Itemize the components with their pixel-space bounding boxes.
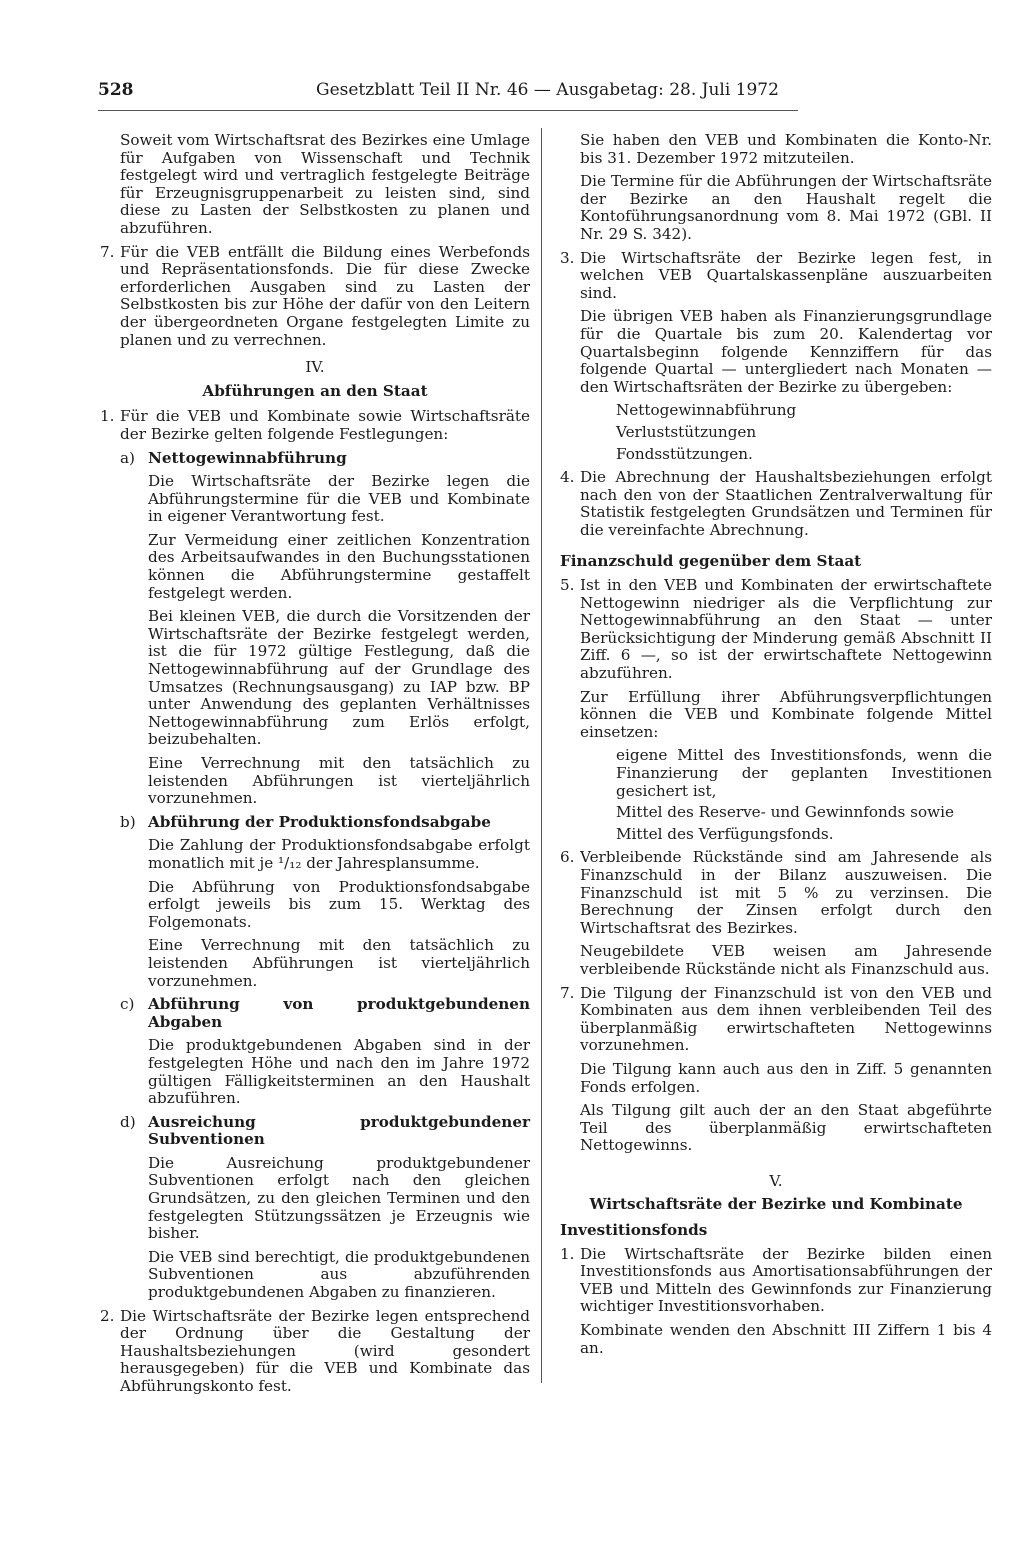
paragraph: Eine Verrechnung mit den tatsächlich zu leistenden Abführungen ist vierteljährlich vorzunehmen. — [148, 936, 530, 990]
paragraph: Kombinate wenden den Abschnitt III Ziffern 1 bis 4 an. — [580, 1321, 992, 1357]
item-number: 4. — [560, 468, 575, 487]
list-item-7 — [100, 244, 530, 350]
subheading-investitionsfonds: Investitionsfonds — [560, 1221, 708, 1240]
paragraph: Die übrigen VEB haben als Finanzierungsgrundlage für die Quartale bis zum 20. Kalendertag vor Quartalsbeginn folgende Kennziffern für das folgende Quartal — untergliedert nach Monaten — den Wirtschaftsräten der Bezirke zu übergeben: — [580, 307, 992, 396]
paragraph: Die VEB sind berechtigt, die produktgebundenen Subventionen aus abzuführenden produktgebundenen Abgaben zu finanzieren. — [148, 1247, 530, 1302]
list-entry: eigene Mittel des Investitionsfonds, wenn die Finanzierung der geplanten Investitionen gesichert ist, — [616, 746, 992, 800]
item-number: 7. — [560, 983, 575, 1002]
section-number-v: V. — [769, 1171, 783, 1190]
paragraph: Die produktgebundenen Abgaben sind in der festgelegten Höhe und nach den im Jahre 1972 gültigen Fälligkeitsterminen an den Haushalt abzuführen. — [148, 1036, 530, 1108]
item-number: 3. — [560, 248, 575, 267]
paragraph: Neugebildete VEB weisen am Jahresende verbleibende Rückstände nicht als Finanzschuld aus. — [580, 942, 992, 978]
subitem-label: d) — [120, 1112, 136, 1131]
right-column — [560, 132, 992, 1363]
item-number: 1. — [560, 1244, 575, 1263]
list-entry: Mittel des Verfügungsfonds. — [616, 824, 834, 843]
item-text: Die Wirtschaftsräte der Bezirke bilden einen Investitionsfonds aus Amortisationsabführungen der VEB und Mitteln des Gewinnfonds zur Finanzierung wichtiger Investitionsvorhaben. — [580, 1244, 992, 1316]
paragraph: Die Ausreichung produktgebundener Subventionen erfolgt nach den gleichen Grundsätzen, zu den gleichen Terminen und den festgelegten Stützungssätzen je Erzeugnis wie bisher. — [148, 1153, 530, 1243]
paragraph: Sie haben den VEB und Kombinaten die Konto-Nr. bis 31. Dezember 1972 mitzuteilen. — [580, 131, 992, 167]
item-text: Verbleibende Rückstände sind am Jahresende als Finanzschuld in der Bilanz auszuweisen. Die Finanzschuld ist mit 5 % zu verzinsen. Die Berechnung der Zinsen erfolgt durch den Wirtschaftsrat des Bezirkes. — [580, 848, 992, 937]
item-text: Die Abrechnung der Haushaltsbeziehungen erfolgt nach den von der Staatlichen Zentralverwaltung für Statistik festgelegten Grundsätzen und Terminen für die vereinfachte Abrechnung. — [580, 468, 992, 539]
page-number: 528 — [98, 80, 134, 100]
subitem-title: Abführung der Produktionsfondsabgabe — [148, 812, 491, 831]
item-number: 5. — [560, 576, 575, 595]
item-number: 2. — [100, 1306, 115, 1325]
item-number: 1. — [100, 407, 115, 426]
subitem-d — [100, 1114, 530, 1302]
subitem-title: Abführung von produktgebundenen Abgaben — [148, 995, 530, 1031]
list-item-3 — [560, 250, 992, 397]
subheading-finanzschuld: Finanzschuld gegenüber dem Staat — [560, 552, 862, 571]
subitem-title: Nettogewinnabführung — [148, 448, 347, 467]
subitem-label: a) — [120, 448, 135, 467]
mittel-list — [616, 747, 992, 843]
item-text: Für die VEB und Kombinate sowie Wirtschaftsräte der Bezirke gelten folgende Festlegungen: — [120, 407, 530, 443]
subitem-title: Ausreichung produktgebundener Subventionen — [148, 1112, 530, 1149]
subitem-label: b) — [120, 812, 136, 831]
list-entry: Mittel des Reserve- und Gewinnfonds sowie — [616, 803, 954, 822]
column-divider — [541, 128, 542, 1383]
paragraph: Die Wirtschaftsräte der Bezirke legen die Abführungstermine für die VEB und Kombinate in eigener Verantwortung fest. — [148, 472, 530, 526]
subitem-a — [100, 450, 530, 808]
left-column — [100, 132, 530, 1402]
list-item-1 — [100, 408, 530, 443]
paragraph: Zur Vermeidung einer zeitlichen Konzentration des Arbeitsaufwandes in den Buchungsstationen können die Abführungstermine gestaffelt festgelegt werden. — [148, 530, 530, 602]
paragraph: Eine Verrechnung mit den tatsächlich zu leistenden Abführungen ist vierteljährlich vorzunehmen. — [148, 754, 530, 808]
list-entry: Fondsstützungen. — [616, 444, 753, 463]
paragraph: Die Tilgung kann auch aus den in Ziff. 5 genannten Fonds erfolgen. — [580, 1059, 992, 1096]
list-entry: Verluststützungen — [616, 422, 757, 441]
paragraph: Die Abführung von Produktionsfondsabgabe erfolgt jeweils bis zum 15. Werktag des Folgemonats. — [148, 877, 530, 931]
kennziffern-list — [616, 402, 992, 463]
list-item-6 — [560, 849, 992, 978]
paragraph: Als Tilgung gilt auch der an den Staat abgeführte Teil des überplanmäßig erwirtschafteten Nettogewinns. — [580, 1101, 992, 1155]
header-rule — [98, 110, 798, 111]
paragraph: Die Termine für die Abführungen der Wirtschaftsräte der Bezirke an den Haushalt regelt die Kontoführungsanordnung vom 8. Mai 1972 (GBl. II Nr. 29 S. 342). — [580, 172, 992, 243]
item-number: 6. — [560, 848, 575, 867]
subitem-b — [100, 814, 530, 990]
list-item-2 — [100, 1308, 530, 1396]
paragraph: Zur Erfüllung ihrer Abführungsverpflichtungen können die VEB und Kombinate folgende Mittel einsetzen: — [580, 687, 992, 741]
paragraph: Bei kleinen VEB, die durch die Vorsitzenden der Wirtschaftsräte der Bezirke festgelegt werden, ist die für 1972 gültige Festlegung, daß die Nettogewinnabführung auf der Grundlage des Umsatzes (Rechnungsausgang) zu IAP bzw. BP unter Anwendung des geplanten Verhältnisses Nettogewinnabführung zum Erlös erfolgt, beizubehalten. — [148, 607, 530, 749]
section-number-iv: IV. — [305, 358, 325, 377]
item-number: 7. — [100, 242, 115, 261]
subitem-label: c) — [120, 995, 135, 1014]
list-entry: Nettogewinnabführung — [616, 401, 797, 420]
item-text: Für die VEB entfällt die Bildung eines Werbefonds und Repräsentationsfonds. Die für diese Zwecke erforderlichen Ausgaben sind zu Lasten der Selbstkosten bis zur Höhe der dafür von den Leitern der übergeordneten Organe festgelegten Limite zu planen und zu verrechnen. — [120, 242, 530, 349]
section-title-v: Wirtschaftsräte der Bezirke und Kombinate — [589, 1195, 963, 1214]
item-text: Die Wirtschaftsräte der Bezirke legen entsprechend der Ordnung über die Gestaltung der Haushaltsbeziehungen (wird gesondert herausgegeben) für die VEB und Kombinate das Abführungskonto fest. — [120, 1306, 530, 1395]
subitem-c — [100, 996, 530, 1108]
header-title: Gesetzblatt Teil II Nr. 46 — Ausgabetag: 28. Juli 1972 — [316, 80, 779, 100]
paragraph: Die Zahlung der Produktionsfondsabgabe erfolgt monatlich mit je ¹/₁₂ der Jahresplansumme. — [148, 836, 530, 872]
list-item-5 — [560, 577, 992, 741]
paragraph: Soweit vom Wirtschaftsrat des Bezirkes eine Umlage für Aufgaben von Wissenschaft und Technik festgelegt wird und vertraglich festgelegte Beiträge für Erzeugnisgruppenarbeit zu leisten sind, sind diese zu Lasten der Selbstkosten zu planen und abzuführen. — [120, 131, 530, 237]
list-item-4 — [560, 469, 992, 539]
item-text: Ist in den VEB und Kombinaten der erwirtschaftete Nettogewinn niedriger als die Verpflichtung zur Nettogewinnabführung an den Staat — unter Berücksichtigung der Minderung gemäß Abschnitt II Ziff. 6 —, so ist der erwirtschaftete Nettogewinn abzuführen. — [580, 576, 992, 683]
list-item-1 — [560, 1246, 992, 1358]
item-text: Die Tilgung der Finanzschuld ist von den VEB und Kombinaten aus dem ihnen verbleibenden Teil des überplanmäßig erwirtschafteten Nettogewinns vorzunehmen. — [580, 983, 992, 1055]
item-text: Die Wirtschaftsräte der Bezirke legen fest, in welchen VEB Quartalskassenpläne auszuarbeiten sind. — [580, 248, 992, 302]
section-title-iv: Abführungen an den Staat — [202, 381, 428, 400]
list-item-7 — [560, 985, 992, 1155]
